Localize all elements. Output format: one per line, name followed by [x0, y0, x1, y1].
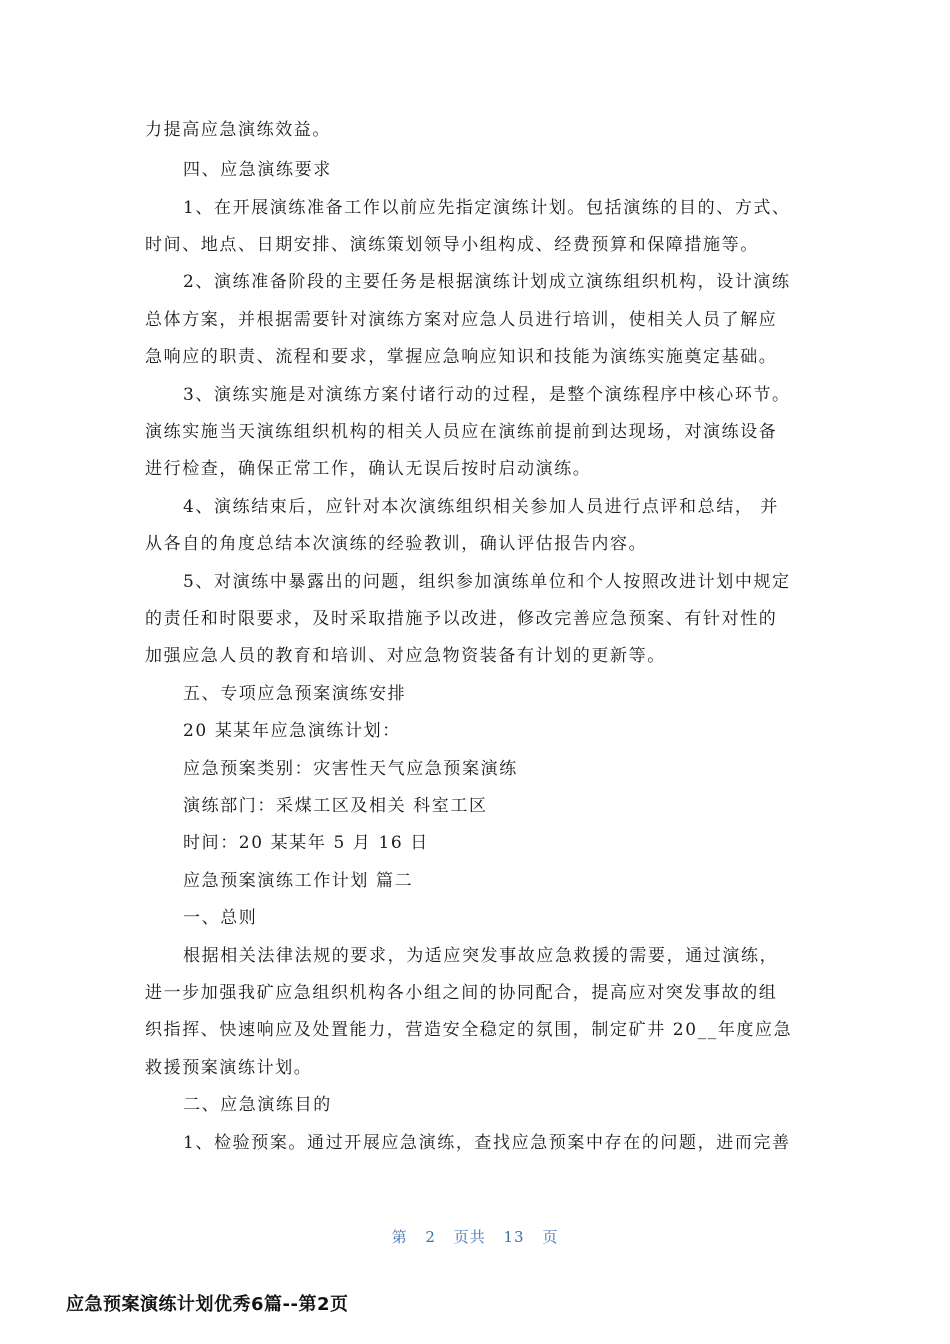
- page-label-mid: 页共: [453, 1228, 486, 1246]
- text-line: 演练部门：采煤工区及相关 科室工区: [183, 796, 488, 816]
- page-label-prefix: 第: [391, 1228, 408, 1246]
- text-line: 加强应急人员的教育和培训、对应急物资装备有计划的更新等。: [145, 646, 666, 666]
- text-line: 进行检查，确保正常工作，确认无误后按时启动演练。: [145, 459, 592, 479]
- text-line: 5、对演练中暴露出的问题，组织参加演练单位和个人按照改进计划中规定: [183, 572, 791, 592]
- section-heading: 一、总则: [183, 908, 258, 928]
- text-line: 的责任和时限要求，及时采取措施予以改进，修改完善应急预案、有针对性的: [145, 609, 778, 629]
- document-title-caption: 应急预案演练计划优秀6篇--第2页: [66, 1294, 349, 1315]
- section-heading: 应急预案演练工作计划 篇二: [183, 871, 414, 891]
- text-line: 20 某某年应急演练计划：: [183, 721, 401, 741]
- text-line: 织指挥、快速响应及处置能力，营造安全稳定的氛围，制定矿井 20__年度应急: [145, 1020, 793, 1040]
- section-heading: 四、应急演练要求: [183, 160, 332, 180]
- text-line: 演练实施当天演练组织机构的相关人员应在演练前提前到达现场，对演练设备: [145, 422, 778, 442]
- page-footer: [0, 1226, 950, 1247]
- text-line: 救援预案演练计划。: [145, 1058, 313, 1078]
- text-line: 应急预案类别：灾害性天气应急预案演练: [183, 759, 518, 779]
- text-line: 急响应的职责、流程和要求，掌握应急响应知识和技能为演练实施奠定基础。: [145, 347, 778, 367]
- text-line: 3、演练实施是对演练方案付诸行动的过程，是整个演练程序中核心环节。: [183, 385, 791, 405]
- text-line: 总体方案，并根据需要针对演练方案对应急人员进行培训，使相关人员了解应: [145, 310, 778, 330]
- text-line: 从各自的角度总结本次演练的经验教训，确认评估报告内容。: [145, 534, 648, 554]
- text-line: 时间、地点、日期安排、演练策划领导小组构成、经费预算和保障措施等。: [145, 235, 759, 255]
- section-heading: 二、应急演练目的: [183, 1095, 332, 1115]
- text-line: 时间：20 某某年 5 月 16 日: [183, 833, 429, 853]
- text-line: 4、演练结束后，应针对本次演练组织相关参加人员进行点评和总结， 并: [183, 497, 780, 517]
- total-pages: 13: [503, 1228, 525, 1246]
- page-number: 2: [425, 1228, 436, 1246]
- text-line: 2、演练准备阶段的主要任务是根据演练计划成立演练组织机构，设计演练: [183, 272, 791, 292]
- text-line: 1、在开展演练准备工作以前应先指定演练计划。包括演练的目的、方式、: [183, 198, 791, 218]
- text-line: 1、检验预案。通过开展应急演练，查找应急预案中存在的问题，进而完善: [183, 1133, 791, 1153]
- text-line: 力提高应急演练效益。: [145, 120, 331, 140]
- text-line: 进一步加强我矿应急组织机构各小组之间的协同配合，提高应对突发事故的组: [145, 983, 778, 1003]
- page-label-suffix: 页: [542, 1228, 559, 1246]
- section-heading: 五、专项应急预案演练安排: [183, 684, 407, 704]
- text-line: 根据相关法律法规的要求，为适应突发事故应急救援的需要，通过演练，: [183, 946, 779, 966]
